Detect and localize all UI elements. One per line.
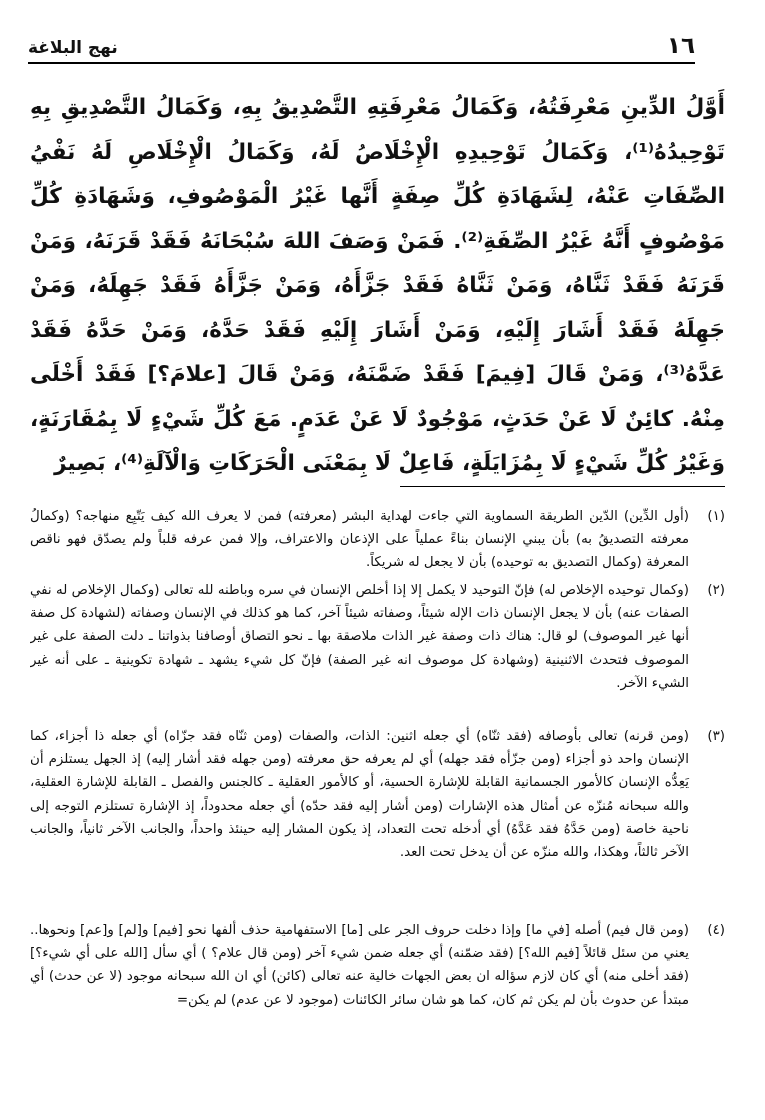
footnote-text: (وكمال توحيده الإخلاص له) فإنّ التوحيد لا يكمل إلا إذا أخلص الإنسان في سره وباطنه لله تعالى (وكمال الإخلاص له نفي الصفات عنه) بأن لا يجعل الإنسان ذات الإله شيئاً، وصفاته شيئاً آخر، كما هو كذلك في الإنسان وصفاته (لشهادة كل صفة أنها غير الموصوف) لو قال: هناك ذات وصفة غير الذات ملاصقة بها ـ نحو التصاق أوصافنا بذواتنا ـ دلت الصفة على غير الموصوف فتحدث الاثنينية (وشهادة كل موصوف انه غير الصفة) فإنّ كل شيء يشهد ـ شهادة تكوينية ـ على أنه غير الشيء الآخر. [30,583,689,691]
footnote-text: (ومن قال فيم) أصله [في ما] وإذا دخلت حروف الجر على [ما] الاستفهامية حذف ألفها نحو [فيم] و[لم] و[عم] ونحوها.. يعني من سئل قائلاً [فيم الله؟] (فقد ضمّنه) أي جعله ضمن شيء آخر (ومن قال علام؟ ) أي سأل [الله على أي شيء؟] (فقد أخلى منه) أي كان لازم سؤاله ان بعض الجهات خالية عنه تعالى (كائن) أي ان الله سبحانه موجود (لا عن حدث) أي مبتدأ عن حدوث بأن لم يكن ثم كان، كما هو شان سائر الكائنات (موجود لا عن عدم) لم يكن= [30,923,689,1008]
footnote-separator [400,486,725,487]
footnote-marker: (٢) [707,583,725,598]
footnote-marker: (٤) [707,923,725,938]
footnote [30,725,725,919]
book-title: نهج البلاغة [28,38,118,58]
footnote-text: (أول الدِّين) الدّين الطريقة السماوية التي جاءت لهداية البشر (معرفته) فمن لا يعرف الله كيف يَتّبِع منهاجه؟ (وكمالُ معرفته التصديقُ به) بأن يبني الإنسان بناءً عملياً على الإذعان والاعتراف، وإلا فمن عرفه قلباً ولم يصدّق فهو ناقص المعرفة (وكمال التصديق به توحيده) بأن لا يجعل له شريكاً. [30,509,689,571]
footnote-text: (ومن قرنه) تعالى بأوصافه (فقد ثنّاه) أي جعله اثنين: الذات، والصفات (ومن ثنّاه فقد جزّاه) أي جعله ذا أجزاء، كما الإنسان واحد ذو أجزاء (ومن جزّأه فقد جهله) أي لم يعرفه حق معرفته (ومن جهله فقد أشار إليه) إذ الجهل يستلزم أن يَعِدُّه الإنسان كالأمور الجسمانية القابلة للإشارة الحسية، أو كالأمور العقلية ـ كالجنس والفصل ـ القابلة للإشارة العقلية، والله سبحانه مُنزّه عن أمثال هذه الإشارات (ومن أشار إليه فقد حدّه) أي جعله محدوداً، إذ الإشارة تستلزم التوجه إلى ناحية خاصة (ومن حَدَّهُ فقد عَدَّهُ) أي أدخله تحت التعداد، إذ يكون المشار إليه حينئذ واحداً، والجانب الآخر ثانياً، والجانب الآخر ثالثاً، وهكذا، والله منزّه عن أن يدخل تحت العد. [30,729,689,861]
page-header [28,28,695,64]
footnote-marker: (٣) [707,729,725,744]
footnote [30,579,725,725]
footnote-marker: (١) [707,509,725,524]
footnotes [30,505,725,1069]
footnote [30,505,725,579]
main-text: أَوَّلُ الدِّينِ مَعْرِفَتُهُ، وَكَمَالُ مَعْرِفَتِهِ التَّصْدِيقُ بِهِ، وَكَمَالُ التَّصْدِيقِ بِهِ تَوْحِيدُهُ⁽¹⁾، وَكَمَالُ تَوْحِيدِهِ الْإِخْلَاصُ لَهُ، وَكَمَالُ الْإِخْلَاصِ لَهُ نَفْيُ الصِّفَاتِ عَنْهُ، لِشَهَادَةِ كُلِّ صِفَةٍ أَنَّها غَيْرُ الْمَوْصُوفِ، وَشَهَادَةِ كُلِّ مَوْصُوفٍ أَنَّهُ غَيْرُ الصِّفَةِ⁽²⁾. فَمَنْ وَصَفَ اللهَ سُبْحَانَهُ فَقَدْ قَرَنَهُ، وَمَنْ قَرَنَهُ فَقَدْ ثَنَّاهُ، وَمَنْ ثَنَّاهُ فَقَدْ جَزَّأَهُ، وَمَنْ جَزَّأَهُ فَقَدْ جَهِلَهُ، وَمَنْ جَهِلَهُ فَقَدْ أَشَارَ إِلَيْهِ، وَمَنْ أَشَارَ إِلَيْهِ فَقَدْ حَدَّهُ، وَمَنْ حَدَّهُ فَقَدْ عَدَّهُ⁽³⁾، وَمَنْ قَالَ [فِيمَ] فَقَدْ ضَمَّنَهُ، وَمَنْ قَالَ [علامَ؟] فَقَدْ أَخْلَى مِنْهُ. كائِنٌ لَا عَنْ حَدَثٍ، مَوْجُودٌ لَا عَنْ عَدَمٍ. مَعَ كُلِّ شَيْءٍ لَا بِمُقَارَنَةٍ، وَغَيْرُ كُلِّ شَيْءٍ لَا بِمُزَايَلَةٍ، فَاعِلٌ لَا بِمَعْنَى الْحَرَكَاتِ وَالْآلَةِ⁽⁴⁾، بَصِيرٌ [30,95,725,476]
footnote [30,919,725,1069]
page-number: ١٦ [666,33,695,59]
